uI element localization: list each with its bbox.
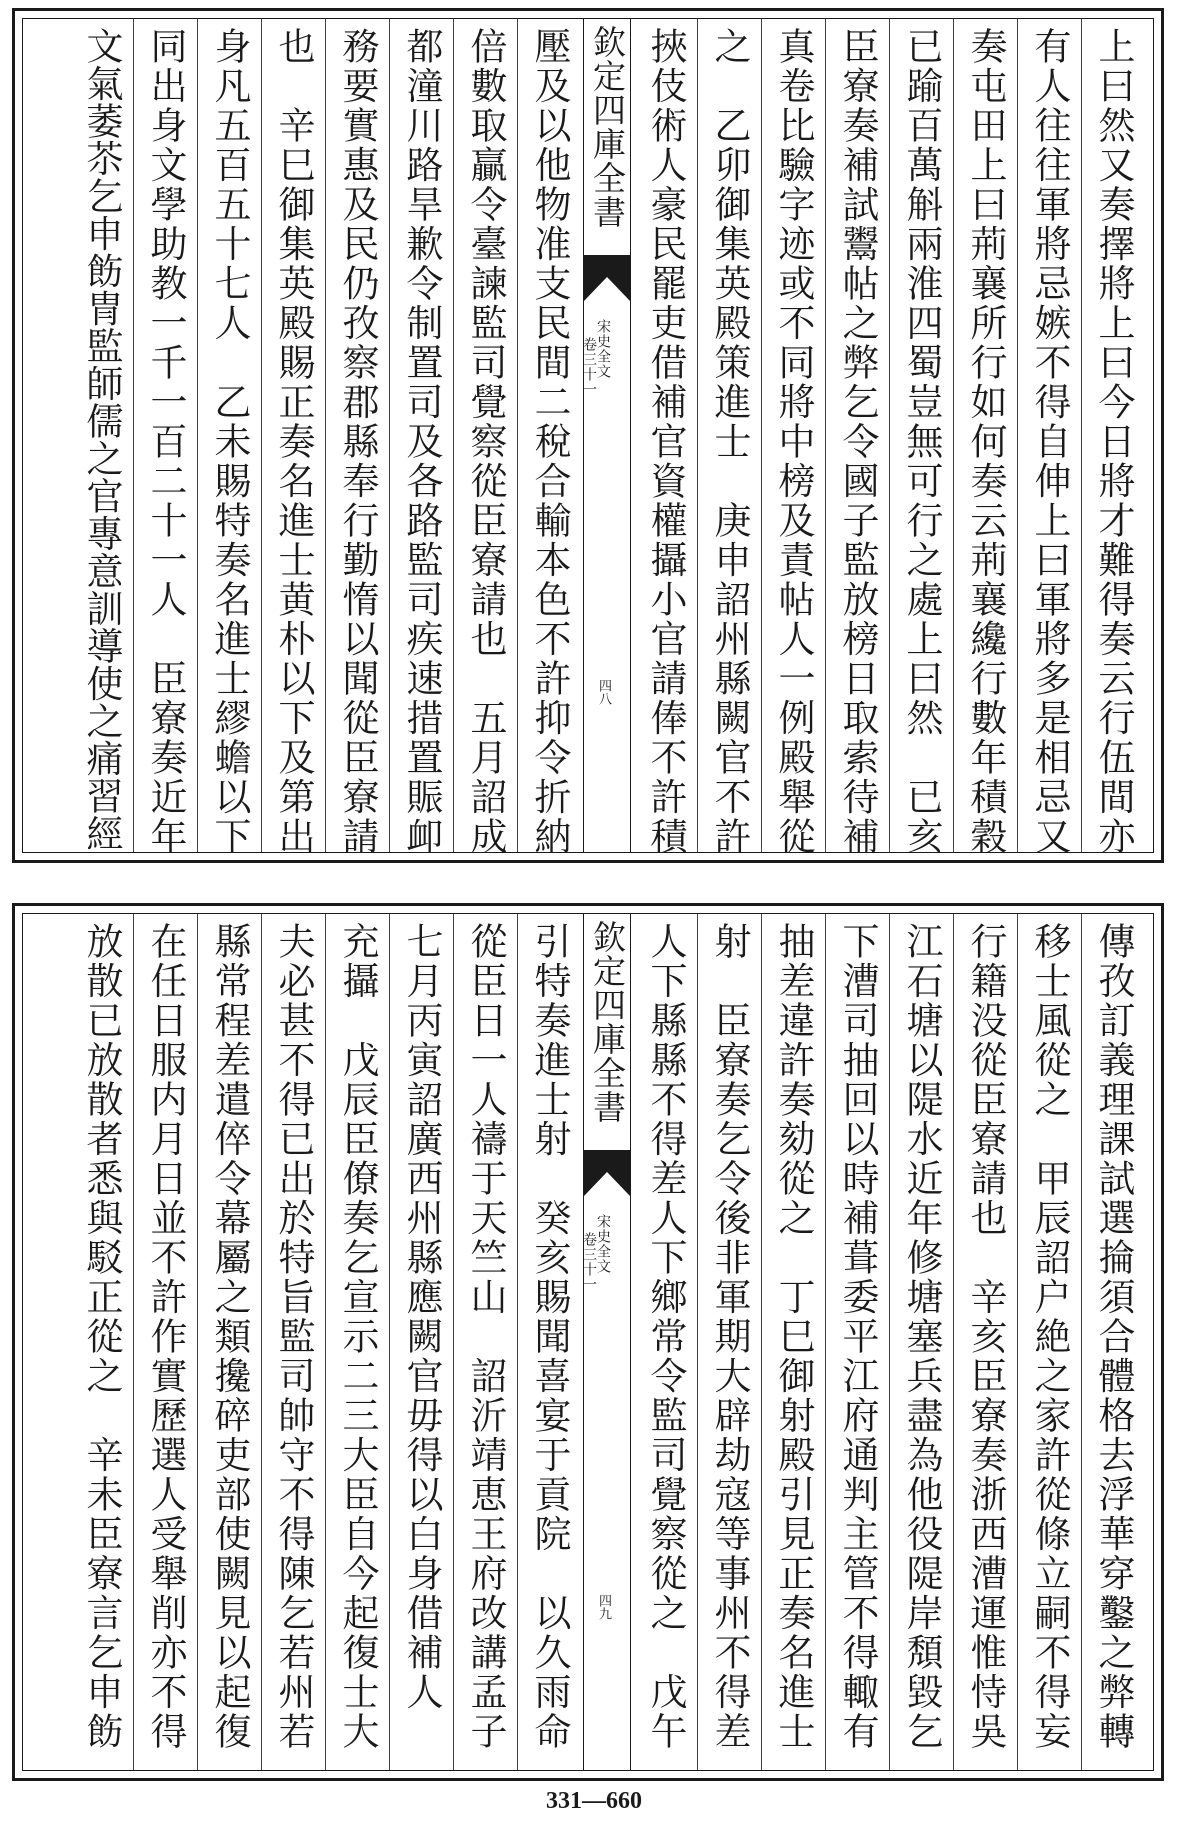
fish-tail-mark (584, 255, 630, 301)
text-column: 倍數取贏令臺諫監司覺察從臣寮請也 五月詔成 (464, 27, 507, 857)
center-spine (583, 19, 631, 852)
column-rule (133, 914, 134, 1770)
text-column: 挾伎術人豪民罷吏借補官資權攝小官請俸不許積 (644, 27, 687, 857)
column-rule (1081, 914, 1082, 1770)
spine-volume: 卷三十一 (581, 337, 597, 397)
column-rule (1081, 19, 1082, 852)
footer-page-number: 331—660 (546, 1788, 642, 1814)
text-column: 從臣日一人禱于天竺山 詔沂靖恵王府改講孟子 (464, 922, 507, 1752)
column-rule (197, 914, 198, 1770)
fish-tail-mark (584, 1150, 630, 1196)
column-rule (517, 914, 518, 1770)
column-rule (453, 19, 454, 852)
spine-title: 欽定四庫全書 (588, 920, 627, 1124)
text-column: 人下縣縣不得差人下鄉常令監司覺察從之 戊午 (644, 922, 687, 1752)
text-column: 壓及以他物准支民間二稅合輸本色不許抑令折納 (528, 27, 571, 857)
column-rule (825, 19, 826, 852)
top-page-frame (12, 8, 1164, 863)
column-rule (697, 914, 698, 1770)
text-column: 之 乙卯御集英殿策進士 庚申詔州縣闕官不許 (708, 27, 751, 857)
spine-book-title: 宋史全文 (595, 1214, 611, 1274)
text-column: 下漕司抽回以時補葺委平江府通判主管不得輙有 (836, 922, 879, 1752)
spine-page-number: 四八 (596, 679, 611, 705)
text-column: 奏屯田上曰荊襄所行如何奏云荊襄纔行數年積穀 (964, 27, 1007, 857)
text-column: 抽差違許奏劾從之 丁巳御射殿引見正奏名進士 (772, 922, 815, 1752)
text-column: 充攝 戊辰臣僚奏乞宣示二三大臣自今起復士大 (336, 922, 379, 1752)
column-rule (953, 19, 954, 852)
column-rule (697, 19, 698, 852)
column-rule (453, 914, 454, 1770)
text-column: 引特奏進士射 癸亥賜聞喜宴于貢院 以久雨命 (528, 922, 571, 1752)
column-rule (953, 914, 954, 1770)
bottom-page-text-area (22, 913, 1154, 1771)
text-column: 有人往往軍將忌嫉不得自伸上曰軍將多是相忌又 (1028, 27, 1071, 857)
text-column: 身凡五百五十七人 乙未賜特奏名進士繆蟾以下 (208, 27, 251, 857)
column-rule (261, 914, 262, 1770)
text-column: 江石塘以隄水近年修塘塞兵盡為他役隄岸頽毀乞 (900, 922, 943, 1752)
column-rule (1017, 19, 1018, 852)
column-rule (325, 914, 326, 1770)
column-rule (325, 19, 326, 852)
bottom-page-frame (12, 903, 1164, 1781)
text-column: 放散已放散者悉與駁正從之 辛未臣寮言乞申飭 (80, 922, 123, 1752)
text-column: 都潼川路旱歉令制置司及各路監司疾速措置賑卹 (400, 27, 443, 857)
spine-title: 欽定四庫全書 (588, 25, 627, 229)
column-rule (889, 19, 890, 852)
spine-book-title: 宋史全文 (595, 319, 611, 379)
text-column: 真卷比驗字迹或不同將中榜及責帖人一例殿舉從 (772, 27, 815, 857)
column-rule (517, 19, 518, 852)
spine-page-number: 四九 (596, 1594, 611, 1620)
text-column: 移士風從之 甲辰詔户絶之家許從條立嗣不得妄 (1028, 922, 1071, 1752)
column-rule (389, 914, 390, 1770)
column-rule (825, 914, 826, 1770)
column-rule (761, 914, 762, 1770)
text-column: 傳孜訂義理課試選掄須合體格去浮華穿鑿之弊轉 (1092, 922, 1135, 1752)
column-rule (261, 19, 262, 852)
column-rule (889, 914, 890, 1770)
text-column: 臣寮奏補試鬻帖之弊乞令國子監放榜日取索待補 (836, 27, 879, 857)
column-rule (197, 19, 198, 852)
column-rule (389, 19, 390, 852)
text-column: 夫必甚不得已出於特旨監司帥守不得陳乞若州若 (272, 922, 315, 1752)
spine-volume: 卷三十一 (581, 1232, 597, 1292)
text-column: 射 臣寮奏乞令後非軍期大辟劫寇等事州不得差 (708, 922, 751, 1752)
column-rule (133, 19, 134, 852)
text-column: 七月丙寅詔廣西州縣應闕官毋得以白身借補人 (400, 922, 443, 1712)
text-column: 也 辛巳御集英殿賜正奏名進士黄朴以下及第出 (272, 27, 315, 857)
text-column: 已踰百萬斛兩淮四蜀豈無可行之處上曰然 已亥 (900, 27, 943, 857)
text-column: 行籍没從臣寮請也 辛亥臣寮奏浙西漕運惟恃吳 (964, 922, 1007, 1752)
text-column: 務要實惠及民仍孜察郡縣奉行勤惰以聞從臣寮請 (336, 27, 379, 857)
center-spine (583, 914, 631, 1770)
text-column: 縣常程差遣倅令幕屬之類攙碎吏部使闕見以起復 (208, 922, 251, 1752)
text-column: 同出身文學助教一千一百二十一人 臣寮奏近年 (144, 27, 187, 857)
column-rule (761, 19, 762, 852)
top-page-text-area (22, 18, 1154, 857)
text-column: 在任日服内月日並不許作實歷選人受舉削亦不得 (144, 922, 187, 1752)
column-rule (1017, 914, 1018, 1770)
text-column: 文氣萎苶乞申飭冑監師儒之官專意訓導使之痛習經 (80, 27, 123, 852)
text-column: 上曰然又奏擇將上曰今日將才難得奏云行伍間亦 (1092, 27, 1135, 857)
